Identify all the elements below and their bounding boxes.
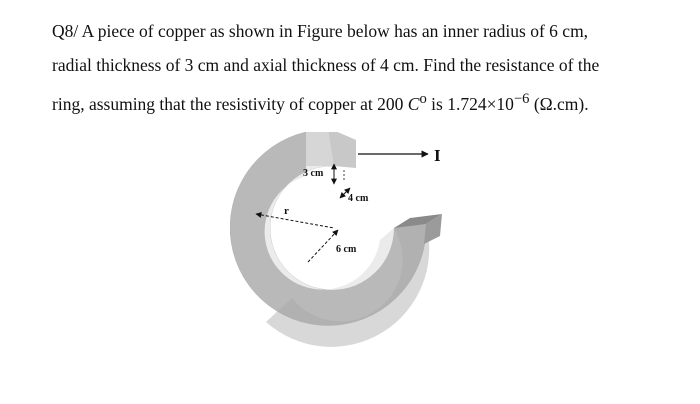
resistivity-exponent: −6 (513, 91, 530, 107)
question-line-2: radial thickness of 3 cm and axial thickness of 4 cm. Find the resistance of the (52, 55, 600, 75)
line3-resistivity: is 1.724×10 (426, 93, 514, 114)
radial-thickness-label: 3 cm (303, 168, 324, 179)
axial-thickness-label: 4 cm (348, 193, 369, 204)
current-label: I (434, 146, 441, 165)
question-line-3 (52, 82, 652, 121)
line3-suffix: (Ω.cm). (529, 93, 589, 114)
line3-prefix: ring, assuming that the resistivity of copper at 200 (52, 93, 408, 114)
inner-radius-line (308, 230, 338, 262)
mean-radius-label: r (284, 205, 289, 217)
inner-radius-label: 6 cm (336, 244, 357, 255)
temperature-unit: C (407, 93, 420, 114)
question-text (52, 14, 652, 121)
copper-ring-figure (230, 132, 470, 404)
question-line-1: Q8/ A piece of copper as shown in Figure below has an inner radius of 6 cm, (52, 21, 589, 41)
degree-symbol: o (419, 91, 427, 107)
